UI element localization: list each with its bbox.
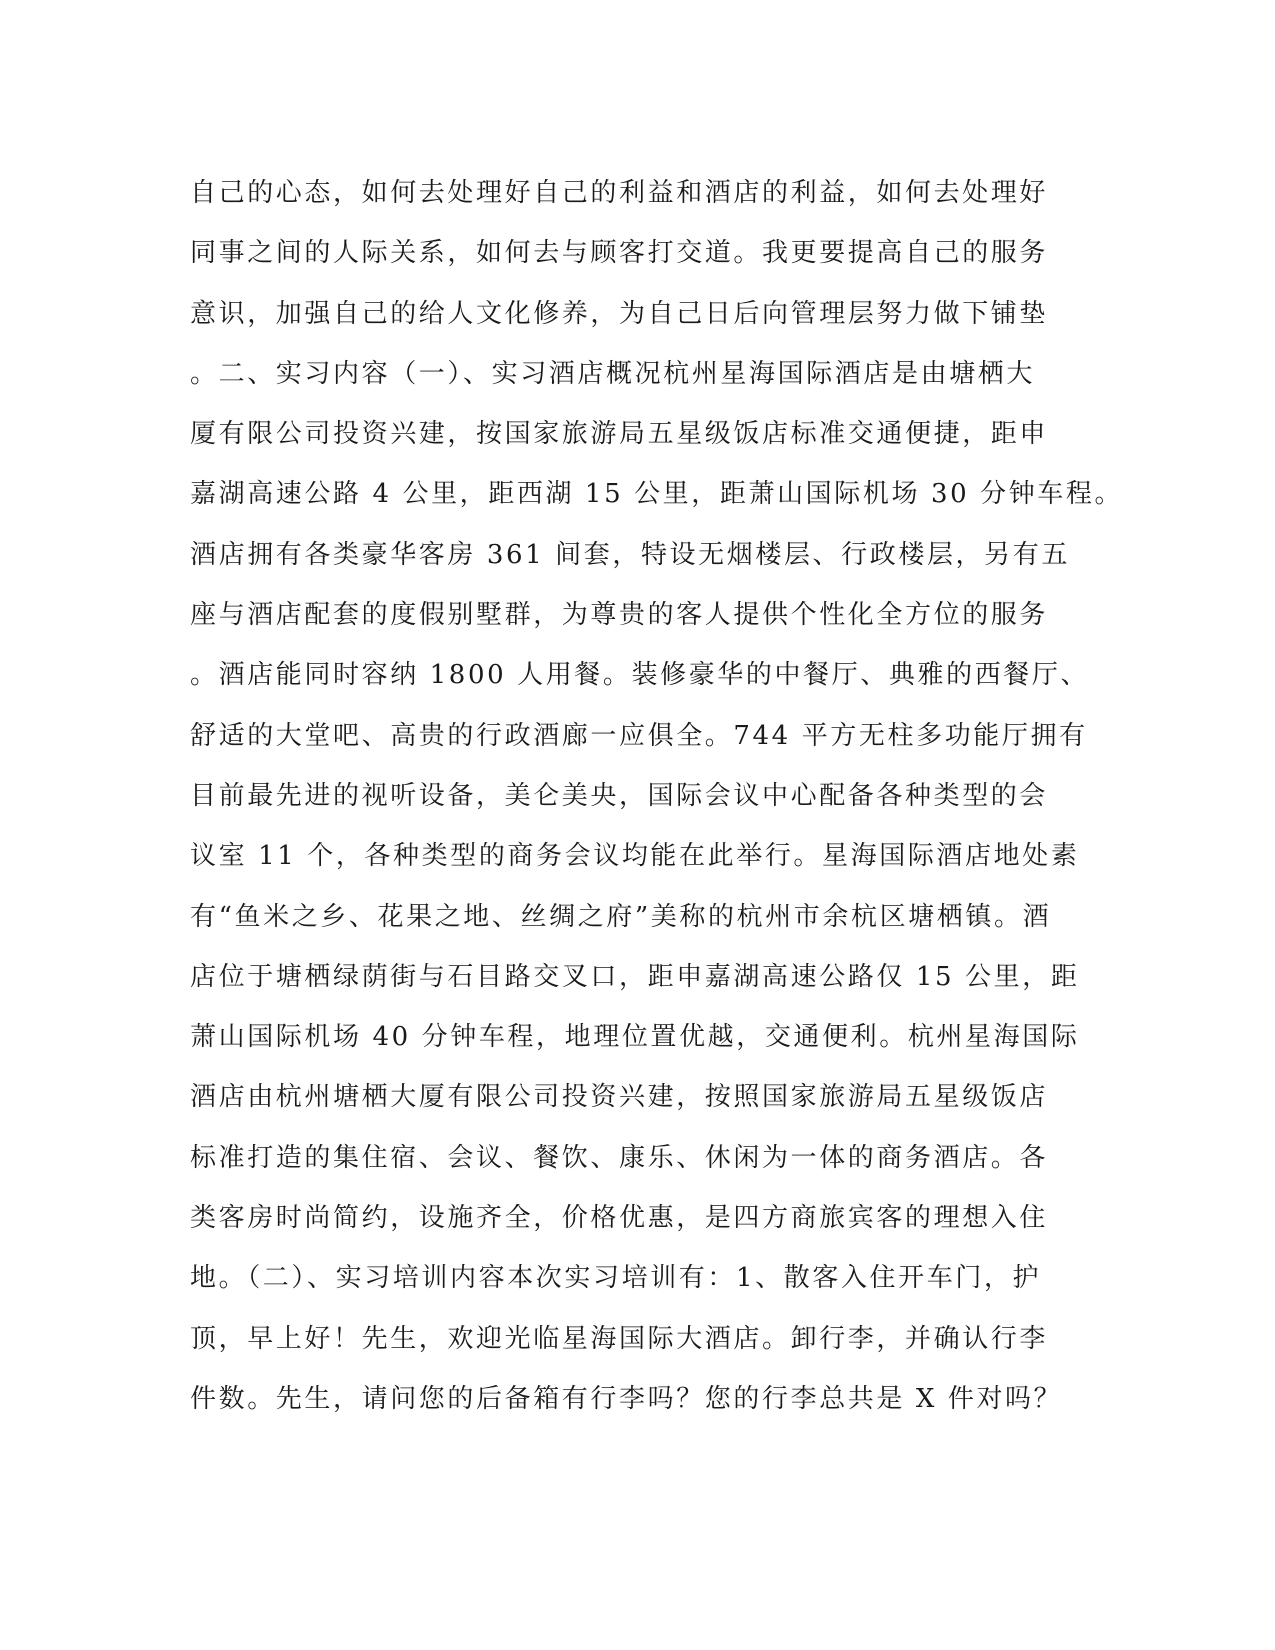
text-line: 酒店拥有各类豪华客房 361 间套，特设无烟楼层、行政楼层，另有五 xyxy=(190,539,1070,570)
text-line: 舒适的大堂吧、高贵的行政酒廊一应俱全。744 平方无柱多功能厅拥有 xyxy=(190,720,1088,751)
text-line: 地。（二）、实习培训内容本次实习培训有：1、散客入住开车门，护 xyxy=(190,1263,1042,1294)
text-line: 。酒店能同时容纳 1800 人用餐。装修豪华的中餐厅、典雅的西餐厅、 xyxy=(190,660,1090,691)
text-line: 自己的心态，如何去处理好自己的利益和酒店的利益，如何去处理好 xyxy=(190,178,1049,208)
text-line: 目前最先进的视听设备，美仑美央，国际会议中心配备各种类型的会 xyxy=(190,780,1049,811)
text-line: 件数。先生，请问您的后备箱有行李吗？您的行李总共是 X 件对吗？ xyxy=(190,1383,1063,1414)
text-line: 类客房时尚简约，设施齐全，价格优惠，是四方商旅宾客的理想入住 xyxy=(190,1203,1049,1234)
text-line: 厦有限公司投资兴建，按国家旅游局五星级饭店标准交通便捷，距申 xyxy=(190,419,1049,450)
text-line: 嘉湖高速公路 4 公里，距西湖 15 公里，距萧山国际机场 30 分钟车程。 xyxy=(190,479,1124,510)
text-line: 酒店由杭州塘栖大厦有限公司投资兴建，按照国家旅游局五星级饭店 xyxy=(190,1082,1049,1113)
text-line: 。二、实习内容（一）、实习酒店概况杭州星海国际酒店是由塘栖大 xyxy=(190,358,1036,389)
text-line: 议室 11 个，各种类型的商务会议均能在此举行。星海国际酒店地处素 xyxy=(190,841,1080,872)
text-line: 座与酒店配套的度假别墅群，为尊贵的客人提供个性化全方位的服务 xyxy=(190,600,1049,631)
text-line: 同事之间的人际关系，如何去与顾客打交道。我更要提高自己的服务 xyxy=(190,238,1049,269)
text-line: 萧山国际机场 40 分钟车程，地理位置优越，交通便利。杭州星海国际 xyxy=(190,1022,1080,1053)
text-line: 店位于塘栖绿荫街与石目路交叉口，距申嘉湖高速公路仅 15 公里，距 xyxy=(190,961,1080,992)
text-line: 意识，加强自己的给人文化修养，为自己日后向管理层努力做下铺垫 xyxy=(190,298,1049,329)
text-line: 标准打造的集住宿、会议、餐饮、康乐、休闲为一体的商务酒店。各 xyxy=(190,1142,1049,1173)
text-line: 顶，早上好！先生，欢迎光临星海国际大酒店。卸行李，并确认行李 xyxy=(190,1323,1049,1354)
text-line: 有“鱼米之乡、花果之地、丝绸之府”美称的杭州市余杭区塘栖镇。酒 xyxy=(190,901,1052,932)
body-text xyxy=(190,163,1124,1429)
